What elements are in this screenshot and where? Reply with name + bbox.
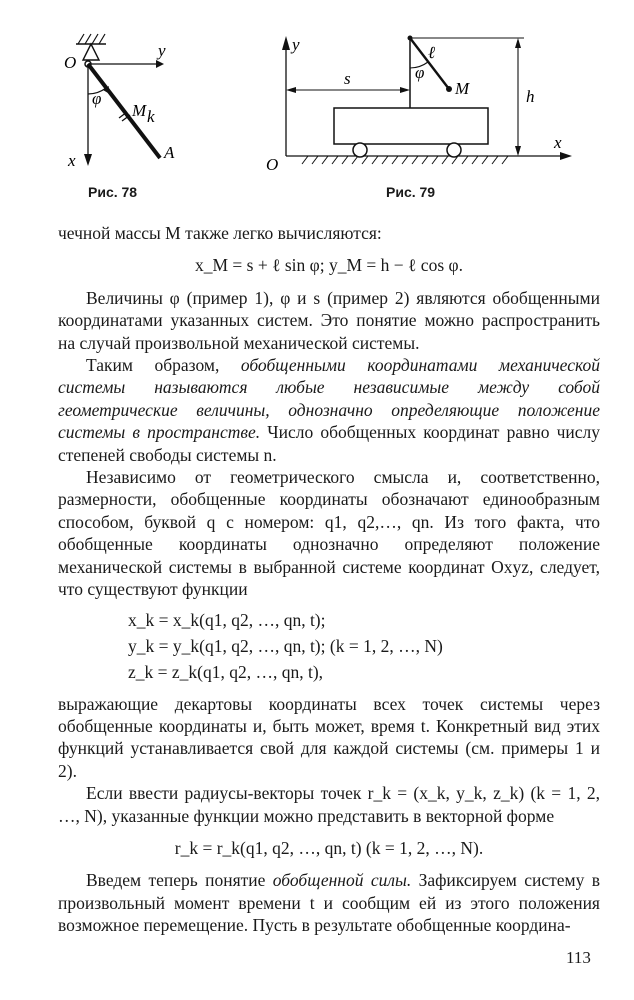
- equation-system-functions: [58, 607, 600, 685]
- fig79-label-ell: ℓ: [428, 43, 436, 62]
- paragraph-4: Независимо от геометрического смысла и, соответственно, размерности, обобщенные координаты обозначают единообразным способом, буквой q с номером: q1, q2,…, qn. Из того факта, что обобщенные координаты однозначно определяют положение механической системы в выбранной системе координат Oxyz, следует, что существуют функции: [58, 467, 600, 600]
- fig79-label-origin: O: [266, 155, 279, 174]
- definition-generalized-coordinates: обобщенными координатами механической системы называются любые независимые между собой геометрические величины, однозначно определяющие положение системы в пространстве.: [58, 355, 601, 443]
- paragraph-5: выражающие декартовы координаты всех точек системы через обобщенные координаты и, быть может, время t. Конкретный вид этих функций устанавливается свой для каждой системы (см. примеры 1 и 2).: [58, 693, 600, 781]
- fig79-label-point: M: [455, 79, 470, 98]
- fig78-label-point-sub: k: [147, 107, 155, 126]
- paragraph-6: Если ввести радиусы-векторы точек r_k = (x_k, y_k, z_k) (k = 1, 2, …, N), указанные функции можно представить в векторной форме: [58, 783, 600, 826]
- equation-x: x_k = x_k(q1, q2, …, qn, t);: [128, 609, 326, 630]
- figure-79-caption: Рис. 79: [386, 184, 436, 200]
- fig79-label-y: y: [292, 35, 300, 54]
- equation-y: y_k = y_k(q1, q2, …, qn, t); (k = 1, 2, …, N): [128, 635, 443, 656]
- paragraph-7-end: Зафиксируем систему в произвольный момент времени t и сообщим ей из этого положения возможное перемещение. Пусть в результате обобщенные координа-: [58, 870, 600, 936]
- paragraph-7: [58, 869, 600, 936]
- paragraph-1: чечной массы M также легко вычисляются:: [58, 223, 382, 243]
- fig78-label-point: M: [132, 101, 147, 120]
- paragraph-2: Величины φ (пример 1), φ и s (пример 2) являются обобщенными координатами указанных систем. Это понятие можно распространить на случай произвольной механической системы.: [58, 287, 600, 353]
- equation-vector-form: r_k = r_k(q1, q2, …, qn, t) (k = 1, 2, …, N).: [174, 837, 484, 858]
- fig79-label-h: h: [526, 87, 535, 106]
- figure-78-caption: Рис. 78: [88, 184, 138, 200]
- equation-coordinates-M: x_M = s + ℓ sin φ; y_M = h − ℓ cos φ.: [195, 255, 463, 276]
- fig78-label-x: x: [68, 151, 76, 170]
- fig78-label-end: A: [164, 143, 175, 162]
- term-generalized-force: обобщенной силы.: [272, 870, 412, 891]
- fig78-label-origin: O: [64, 53, 77, 72]
- paragraph-3-end: Число обобщенных координат равно числу степеней свободы системы n.: [58, 422, 601, 465]
- figure-78: [58, 16, 198, 181]
- fig78-label-phi: φ: [92, 89, 102, 108]
- figure-79-drawing: [262, 28, 582, 183]
- paragraph-3-start: Таким образом,: [86, 355, 220, 376]
- paragraph-3: [58, 354, 600, 466]
- fig79-label-phi: φ: [415, 63, 425, 82]
- figure-79: [262, 28, 582, 183]
- page-number: 113: [566, 948, 591, 967]
- fig79-label-s: s: [344, 69, 351, 88]
- fig78-label-y: y: [158, 41, 166, 60]
- body-text: [58, 222, 600, 937]
- figure-78-drawing: [58, 16, 198, 181]
- fig79-label-x: x: [554, 133, 562, 152]
- equation-z: z_k = z_k(q1, q2, …, qn, t),: [128, 661, 324, 682]
- paragraph-7-start: Введем теперь понятие: [86, 870, 266, 891]
